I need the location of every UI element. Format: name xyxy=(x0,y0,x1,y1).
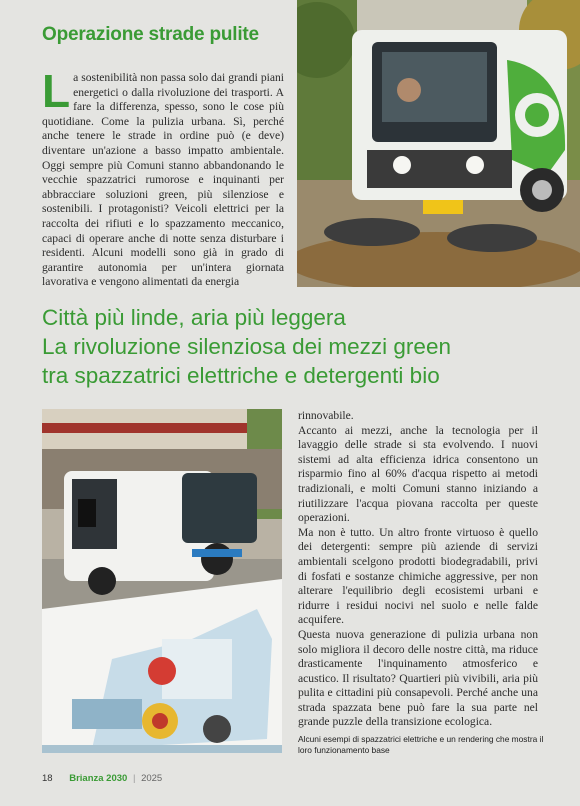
footer-separator: | xyxy=(132,773,136,784)
intro-text-column xyxy=(42,65,284,290)
headline-line-1: Città più linde, aria più leggera xyxy=(42,305,346,330)
sweeper-photo-and-rendering xyxy=(42,409,282,753)
intro-paragraph: a sostenibilità non passa solo dai grandi piani energetici o dalla rivoluzione dei trasporti. A fare la differenza, spesso, sono le cose più quotidiane. Come la pulizia urbana. Sì, perché anche tenere le strade in ordine può (e deve) diventare un'azione a basso impatto ambientale. Oggi sempre più Comuni stanno abbandonando le vecchie spazzatrici rumorose e inquinanti per abbracciare soluzioni green, più silenziose e sostenibili. I protagonisti? Veicoli elettrici per la raccolta dei rifiuti e lo spazzamento meccanico, capaci di operare anche di notte senza disturbare i residenti. Alcuni modelli sono già in grado di garantire autonomia per un'intera giornata lavorativa e vengono alimentati da energia xyxy=(42,71,284,289)
image-caption: Alcuni esempi di spazzatrici elettriche e un rendering che mostra il loro funzionamento base xyxy=(298,734,544,755)
paragraph: Questa nuova generazione di pulizia urbana non solo migliora il decoro delle nostre città, ma riduce drasticamente l'inquinamento atmosferico e acustico. Il risultato? Quartieri più vivibili, aria più pulita e cittadini più consapevoli. Perché anche una strada spazzata bene può fare la sua parte nel grande puzzle della transizione ecologica. xyxy=(298,627,538,729)
magazine-name: Brianza 2030 xyxy=(69,773,128,784)
section-tag: Operazione strade pulite xyxy=(42,24,259,45)
paragraph: Ma non è tutto. Un altro fronte virtuoso è quello dei detergenti: sempre più aziende di servizi ambientali scelgono prodotti biodegradabili, privi di fosfati e sostanze chimiche aggressive, per non alterare l'equilibrio degli ecosistemi urbani e ridurre i residui nocivi nel suolo e nelle falde acquifere. xyxy=(298,525,538,627)
page-number: 18 xyxy=(42,773,53,784)
paragraph: Accanto ai mezzi, anche la tecnologia per il lavaggio delle strade si sta evolvendo. I nuovi sistemi ad alta efficienza idrica consentono un risparmio fino al 60% d'acqua rispetto ai metodi tradizionali, e molti Comuni stanno iniziando a riutilizzare l'acqua piovana raccolta per queste operazioni. xyxy=(298,423,538,525)
paragraph: rinnovabile. xyxy=(298,409,354,422)
street-sweeper-photo xyxy=(297,0,580,287)
right-text-column xyxy=(298,409,538,730)
headline xyxy=(42,303,562,390)
headline-line-2: La rivoluzione silenziosa dei mezzi green xyxy=(42,334,451,359)
drop-cap: L xyxy=(42,65,71,117)
issue-year: 2025 xyxy=(141,773,163,784)
headline-line-3: tra spazzatrici elettriche e detergenti bio xyxy=(42,363,440,388)
page-footer xyxy=(42,773,162,784)
